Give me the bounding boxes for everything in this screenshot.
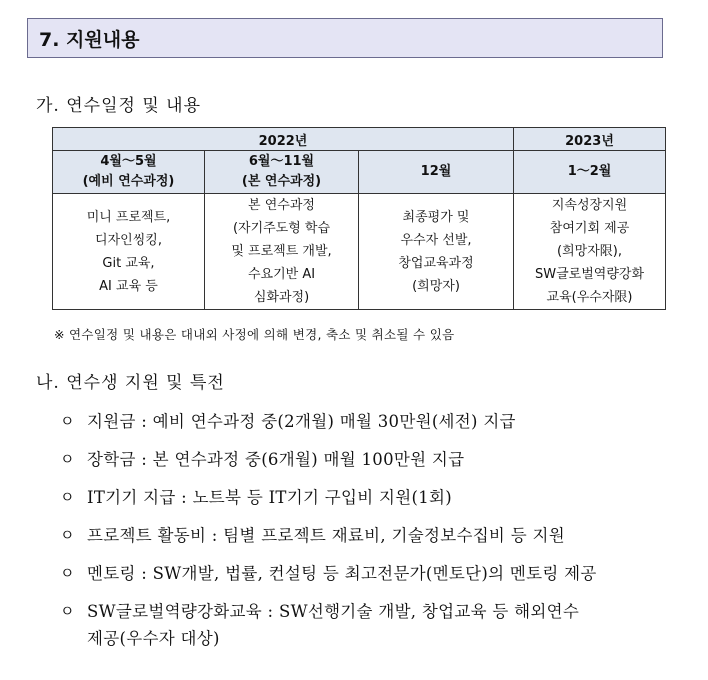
content-line: (자기주도형 학습	[232, 221, 331, 236]
year-2022-header: 2022년	[53, 128, 514, 151]
section-title: 7. 지원내용	[27, 18, 663, 58]
content-line: 참여기회 제공	[549, 221, 630, 236]
benefit-item-stipend	[60, 405, 680, 438]
period-header	[514, 151, 666, 194]
content-line: 우수자 선발,	[400, 232, 472, 248]
content-cell	[53, 194, 205, 310]
benefit-text-continuation: 제공(우수자 대상)	[87, 629, 220, 648]
content-line: 최종평가 및	[402, 209, 470, 225]
content-line: Git 교육,	[102, 255, 155, 271]
period-header	[53, 151, 205, 194]
period-label: 6월～11월	[248, 154, 315, 169]
benefit-text: SW글로벌역량강화교육 : SW선행기술 개발, 창업교육 등 해외연수	[87, 602, 580, 621]
content-cell	[514, 194, 666, 310]
content-line: 교육(우수자限)	[546, 290, 633, 305]
benefits-heading: 나. 연수생 지원 및 특전	[36, 373, 225, 393]
content-line: (희망자)	[412, 278, 460, 294]
bullet-icon: ㅇ	[60, 602, 75, 620]
schedule-table	[52, 127, 666, 310]
benefit-text: 장학금 : 본 연수과정 중(6개월) 매월 100만원 지급	[87, 450, 465, 469]
period-sublabel: (예비 연수과정)	[82, 174, 175, 189]
benefit-text: 지원금 : 예비 연수과정 중(2개월) 매월 30만원(세전) 지급	[87, 412, 516, 431]
schedule-heading: 가. 연수일정 및 내용	[36, 96, 201, 116]
benefit-text: 프로젝트 활동비 : 팀별 프로젝트 재료비, 기술정보수집비 등 지원	[87, 526, 565, 545]
content-line: 디자인씽킹,	[95, 232, 162, 248]
period-label: 1～2월	[567, 164, 612, 179]
content-line: SW글로벌역량강화	[535, 267, 645, 282]
schedule-note: ※ 연수일정 및 내용은 대내외 사정에 의해 변경, 축소 및 취소될 수 있음	[54, 327, 455, 342]
benefit-item-project-funds	[60, 519, 680, 552]
period-label: 12월	[420, 164, 452, 179]
content-line: 및 프로젝트 개발,	[231, 244, 332, 259]
content-cell	[205, 194, 359, 310]
benefit-text: IT기기 지급 : 노트북 등 IT기기 구입비 지원(1회)	[87, 488, 453, 507]
benefit-item-scholarship	[60, 443, 680, 476]
bullet-icon: ㅇ	[60, 412, 75, 430]
content-cell	[359, 194, 514, 310]
benefit-item-mentoring	[60, 557, 680, 590]
benefit-item-it-device	[60, 481, 680, 514]
period-header	[205, 151, 359, 194]
benefit-text: 멘토링 : SW개발, 법률, 컨설팅 등 최고전문가(멘토단)의 멘토링 제공	[87, 564, 597, 583]
period-sublabel: (본 연수과정)	[241, 174, 322, 189]
bullet-icon: ㅇ	[60, 564, 75, 582]
content-line: 본 연수과정	[248, 198, 315, 213]
benefit-item-global-training	[60, 595, 680, 652]
bullet-icon: ㅇ	[60, 488, 75, 506]
content-line: 창업교육과정	[398, 255, 474, 271]
bullet-icon: ㅇ	[60, 450, 75, 468]
period-header	[359, 151, 514, 194]
content-line: 미니 프로젝트,	[86, 209, 171, 225]
content-line: 심화과정)	[253, 290, 310, 305]
content-line: 지속성장지원	[551, 198, 628, 213]
benefit-list	[60, 405, 680, 652]
content-line: (희망자限),	[557, 244, 622, 259]
bullet-icon: ㅇ	[60, 526, 75, 544]
period-label: 4월～5월	[100, 154, 157, 169]
year-2023-header: 2023년	[514, 128, 666, 151]
content-line: 수요기반 AI	[247, 267, 316, 282]
content-line: AI 교육 등	[99, 278, 158, 294]
